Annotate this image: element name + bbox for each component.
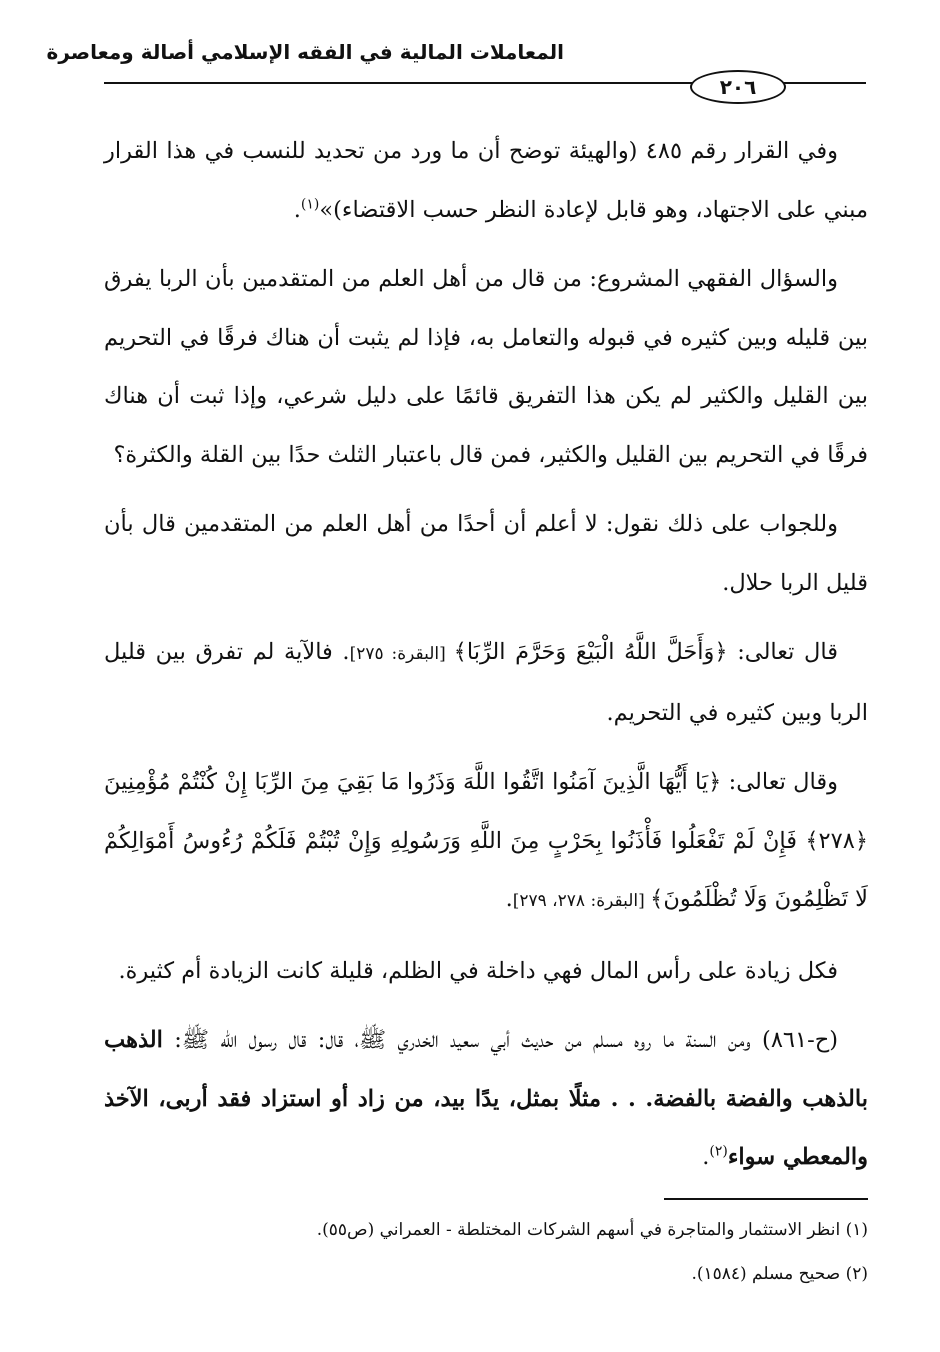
paragraph-answer: وللجواب على ذلك نقول: لا أعلم أن أحدًا من أهل العلم من المتقدمين قال بأن قليل الربا حلال. (104, 511, 868, 596)
paragraph-resolution (104, 122, 868, 239)
paragraph-text: . فالآية لم تفرق بين قليل الربا وبين كثيره في التحريم. (104, 639, 868, 726)
paragraph-text: . (505, 886, 513, 912)
paragraph-text: . (293, 196, 301, 223)
quran-verse: ﴿يَا أَيُّهَا الَّذِينَ آمَنُوا اتَّقُوا اللَّهَ وَذَرُوا مَا بَقِيَ مِنَ الرِّبَا إِنْ كُنْتُمْ مُؤْمِنِينَ ﴿٢٧٨﴾ فَإِنْ لَمْ تَفْعَلُوا فَأْذَنُوا بِحَرْبٍ مِنَ اللَّهِ وَرَسُولِهِ وَإِنْ تُبْتُمْ فَلَكُمْ رُءُوسُ أَمْوَالِكُمْ لَا تَظْلِمُونَ وَلَا تُظْلَمُونَ﴾ (104, 769, 868, 912)
footnote-reference: (١) (300, 196, 320, 212)
paragraph-text: . (702, 1144, 710, 1170)
paragraph-hadith (104, 1011, 868, 1187)
paragraph-text: (ح-٨٦١) ومن السنة ما روه مسلم من حديث أبي سعيد الخدري ﷺ، قال: قال رسول الله ﷺ: (162, 1027, 838, 1053)
running-header-title: المعاملات المالية في الفقه الإسلامي أصالة ومعاصرة (46, 40, 564, 64)
footnote-2: (٢) صحيح مسلم (١٥٨٤). (691, 1264, 868, 1284)
main-text (104, 122, 868, 1198)
footnote-separator (664, 1198, 868, 1200)
footnote-reference: (٢) (709, 1143, 728, 1160)
verse-reference: [البقرة: ٢٧٥] (349, 644, 454, 664)
quran-verse: ﴿وَأَحَلَّ اللَّهُ الْبَيْعَ وَحَرَّمَ الرِّبَا﴾ (453, 639, 728, 665)
footnotes (104, 1208, 868, 1296)
paragraph-text: قال تعالى: (727, 639, 838, 665)
paragraph-ayah-2 (104, 753, 868, 931)
hadith-text: الذهب بالذهب والفضة بالفضة. . . مثلًا بمثل، يدًا بيد، من زاد أو استزاد فقد أربى، الآخذ والمعطي سواء (104, 1027, 868, 1170)
paragraph-conclusion: فكل زيادة على رأس المال فهي داخلة في الظلم، قليلة كانت الزيادة أم كثيرة. (118, 957, 838, 984)
paragraph-ayah-1 (104, 623, 868, 742)
page-number: ٢٠٦ (690, 70, 786, 104)
paragraph-text: وقال تعالى: (721, 769, 838, 795)
paragraph-question: والسؤال الفقهي المشروع: من قال من أهل العلم من المتقدمين بأن الربا يفرق بين قليله وبين كثيره في قبوله والتعامل به، فإذا لم يثبت أن هناك فرقًا في التحريم بين القليل والكثير لم يكن هذا التفريق قائمًا على دليل شرعي، وإذا ثبت أن هناك فرقًا في التحريم بين القليل والكثير، فمن قال باعتبار الثلث حدًا بين القلة والكثرة؟ (104, 266, 868, 468)
verse-reference: [البقرة: ٢٧٨، ٢٧٩] (512, 891, 651, 911)
paragraph-text: وفي القرار رقم ٤٨٥ (والهيئة توضح أن ما ورد من تحديد للنسب في هذا القرار مبني على الاجتهاد، وهو قابل لإعادة النظر حسب الاقتضاء)» (104, 138, 868, 223)
footnote-1: (١) انظر الاستثمار والمتاجرة في أسهم الشركات المختلطة - العمراني (ص٥٥). (316, 1220, 868, 1240)
